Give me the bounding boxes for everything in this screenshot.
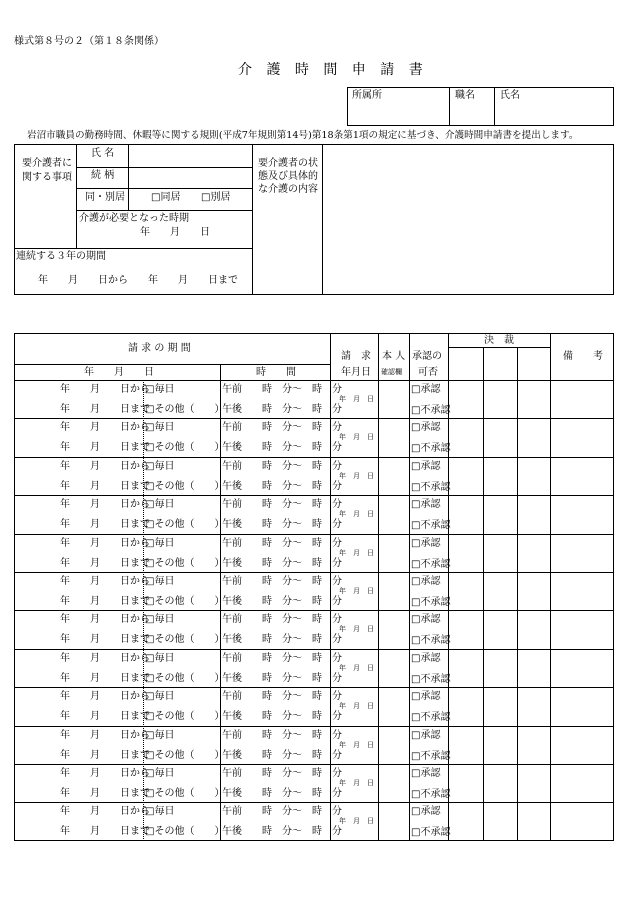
approve-checkbox[interactable]: □承認 [411,806,441,818]
cohab-separate-checkbox[interactable]: □別居 [201,192,231,203]
table-row [0,610,630,648]
disapprove-checkbox[interactable]: □不承認 [411,827,451,839]
every-day-checkbox[interactable]: □毎日 [145,806,175,818]
from-date: 年 月 日から [60,768,150,779]
from-date: 年 月 日から [60,460,150,472]
am-time: 午前 時 分～ 時 分 [222,729,342,741]
self-confirm-header-2: 確認欄 [381,368,402,376]
table-row [0,380,630,418]
table-row [0,572,630,610]
disapprove-checkbox[interactable]: □不承認 [411,443,451,455]
to-date: 年 月 日まで [60,672,150,684]
row-divider [14,802,614,803]
request-date-header-2: 年月日 [341,367,371,378]
to-date: 年 月 日まで [60,711,150,723]
request-date: 年 月 日 [339,702,374,711]
condition-label-1: 要介護者の状 [258,158,318,169]
affiliation-field[interactable]: 所属所 [352,90,382,101]
request-date: 年 月 日 [339,510,374,519]
am-time: 午前 時 分～ 時 分 [222,537,342,549]
pm-time: 午後 時 分～ 時 分 [222,557,342,569]
table-row [0,457,630,495]
other-checkbox[interactable]: □その他（ ） [145,749,225,761]
other-checkbox[interactable]: □その他（ ） [145,596,225,607]
am-time: 午前 時 分～ 時 分 [222,652,342,664]
other-checkbox[interactable]: □その他（ ） [145,480,225,492]
other-checkbox[interactable]: □その他（ ） [145,557,225,569]
to-date: 年 月 日まで [60,596,150,607]
approve-checkbox[interactable]: □承認 [411,460,441,472]
disapprove-checkbox[interactable]: □不承認 [411,635,451,647]
period-header: 請 求 の 期 間 [128,343,191,354]
other-checkbox[interactable]: □その他（ ） [145,519,225,531]
to-date: 年 月 日まで [60,634,150,646]
every-day-checkbox[interactable]: □毎日 [145,768,175,779]
row-divider [14,726,614,727]
approval-header-1: 承認の [412,351,442,362]
pm-time: 午後 時 分～ 時 分 [222,672,342,684]
disapprove-checkbox[interactable]: □不承認 [411,481,451,493]
care-recipient-label-1: 要介護者に [22,158,72,169]
to-date: 年 月 日まで [60,404,150,415]
applicant-box [347,87,614,126]
am-time: 午前 時 分～ 時 分 [222,384,342,395]
table-row [0,802,630,840]
pm-time: 午後 時 分～ 時 分 [222,404,342,415]
relation-label: 続 柄 [91,170,115,181]
row-divider [14,418,614,419]
decision-header: 決 裁 [484,335,514,346]
every-day-checkbox[interactable]: □毎日 [145,652,175,664]
condition-label-3: な介護の内容 [258,184,318,195]
every-day-checkbox[interactable]: □毎日 [145,537,175,549]
request-date: 年 月 日 [339,663,374,672]
every-day-checkbox[interactable]: □毎日 [145,499,175,511]
row-divider [14,457,614,458]
to-date: 年 月 日まで [60,442,150,454]
condition-label-2: 態及び具体的 [258,171,318,182]
to-date: 年 月 日まで [60,749,150,761]
from-date: 年 月 日から [60,576,150,587]
every-day-checkbox[interactable]: □毎日 [145,576,175,587]
to-date: 年 月 日まで [60,826,150,838]
page-title: 介 護 時 間 申 請 書 [238,62,428,78]
other-checkbox[interactable]: □その他（ ） [145,711,225,723]
pm-time: 午後 時 分～ 時 分 [222,596,342,607]
intro-text: 岩沼市職員の勤務時間、休暇等に関する規則(平成7年規則第14号)第18条第1項の規定に基づき、介護時間申請書を提出します。 [27,130,579,141]
request-date: 年 月 日 [339,779,374,787]
from-date: 年 月 日から [60,422,150,434]
am-time: 午前 時 分～ 時 分 [222,460,342,472]
request-date: 年 月 日 [339,395,374,403]
request-date: 年 月 日 [339,587,374,595]
position-field[interactable]: 職名 [455,90,475,101]
am-time: 午前 時 分～ 時 分 [222,768,342,779]
to-date: 年 月 日まで [60,557,150,569]
disapprove-checkbox[interactable]: □不承認 [411,520,451,532]
period-label: 連続する３年の期間 [16,251,106,262]
time-header: 時 間 [256,367,296,378]
every-day-checkbox[interactable]: □毎日 [145,384,175,395]
recipient-name-label: 氏 名 [91,148,115,159]
pm-time: 午後 時 分～ 時 分 [222,519,342,531]
pm-time: 午後 時 分～ 時 分 [222,442,342,454]
table-row [0,534,630,572]
pm-time: 午後 時 分～ 時 分 [222,788,342,799]
disapprove-checkbox[interactable]: □不承認 [411,405,451,416]
every-day-checkbox[interactable]: □毎日 [145,460,175,472]
approve-checkbox[interactable]: □承認 [411,652,441,664]
every-day-checkbox[interactable]: □毎日 [145,614,175,626]
care-recipient-label-2: 関する事項 [22,172,72,183]
request-date: 年 月 日 [339,625,374,634]
period-value[interactable]: 年 月 日から 年 月 日まで [38,275,238,286]
table-row [0,495,630,533]
from-date: 年 月 日から [60,614,150,626]
row-divider [14,764,614,765]
disapprove-checkbox[interactable]: □不承認 [411,789,451,800]
approval-header-2: 可否 [418,367,438,378]
from-date: 年 月 日から [60,499,150,511]
other-checkbox[interactable]: □その他（ ） [145,442,225,454]
row-divider [14,495,614,496]
approve-checkbox[interactable]: □承認 [411,768,441,779]
from-date: 年 月 日から [60,652,150,664]
table-row [0,726,630,764]
approve-checkbox[interactable]: □承認 [411,384,441,395]
disapprove-checkbox[interactable]: □不承認 [411,673,451,685]
to-date: 年 月 日まで [60,788,150,799]
from-date: 年 月 日から [60,806,150,818]
every-day-checkbox[interactable]: □毎日 [145,691,175,703]
disapprove-checkbox[interactable]: □不承認 [411,712,451,724]
disapprove-checkbox[interactable]: □不承認 [411,750,451,762]
row-divider [14,572,614,573]
other-checkbox[interactable]: □その他（ ） [145,634,225,646]
from-date: 年 月 日から [60,537,150,549]
am-time: 午前 時 分～ 時 分 [222,576,342,587]
request-date: 年 月 日 [339,817,374,826]
cohab-label: 同・別居 [85,192,125,203]
table-row [0,649,630,687]
request-date-header-1: 請 求 [341,351,371,362]
am-time: 午前 時 分～ 時 分 [222,691,342,703]
row-divider [14,649,614,650]
request-date: 年 月 日 [339,548,374,557]
from-date: 年 月 日から [60,691,150,703]
row-divider [14,687,614,688]
other-checkbox[interactable]: □その他（ ） [145,672,225,684]
approve-checkbox[interactable]: □承認 [411,422,441,434]
approve-checkbox[interactable]: □承認 [411,499,441,511]
date-header: 年 月 日 [84,367,154,378]
row-divider [14,534,614,535]
pm-time: 午後 時 分～ 時 分 [222,480,342,492]
self-confirm-header-1: 本 人 [382,351,406,362]
pm-time: 午後 時 分～ 時 分 [222,826,342,838]
every-day-checkbox[interactable]: □毎日 [145,729,175,741]
am-time: 午前 時 分～ 時 分 [222,499,342,511]
pm-time: 午後 時 分～ 時 分 [222,749,342,761]
other-checkbox[interactable]: □その他（ ） [145,826,225,838]
am-time: 午前 時 分～ 時 分 [222,614,342,626]
request-date: 年 月 日 [339,433,374,442]
am-time: 午前 時 分～ 時 分 [222,806,342,818]
pm-time: 午後 時 分～ 時 分 [222,711,342,723]
cohab-together-checkbox[interactable]: □同居 [151,192,181,203]
other-checkbox[interactable]: □その他（ ） [145,788,225,799]
approve-checkbox[interactable]: □承認 [411,614,441,626]
form-number: 様式第８号の２（第１８条関係） [14,36,164,47]
care-start-label: 介護が必要となった時期 [79,213,189,224]
request-date: 年 月 日 [339,471,374,480]
pm-time: 午後 時 分～ 時 分 [222,634,342,646]
approve-checkbox[interactable]: □承認 [411,729,441,741]
to-date: 年 月 日まで [60,519,150,531]
row-divider [14,610,614,611]
table-row [0,687,630,725]
remarks-header: 備 考 [563,351,603,362]
other-checkbox[interactable]: □その他（ ） [145,404,225,415]
table-row [0,418,630,456]
am-time: 午前 時 分～ 時 分 [222,422,342,434]
every-day-checkbox[interactable]: □毎日 [145,422,175,434]
to-date: 年 月 日まで [60,480,150,492]
from-date: 年 月 日から [60,384,150,395]
name-field[interactable]: 氏名 [500,90,520,101]
care-start-date[interactable]: 年 月 日 [140,227,210,238]
disapprove-checkbox[interactable]: □不承認 [411,558,451,570]
table-row [0,764,630,802]
approve-checkbox[interactable]: □承認 [411,537,441,549]
from-date: 年 月 日から [60,729,150,741]
approve-checkbox[interactable]: □承認 [411,576,441,587]
approve-checkbox[interactable]: □承認 [411,691,441,703]
disapprove-checkbox[interactable]: □不承認 [411,597,451,608]
request-date: 年 月 日 [339,740,374,749]
